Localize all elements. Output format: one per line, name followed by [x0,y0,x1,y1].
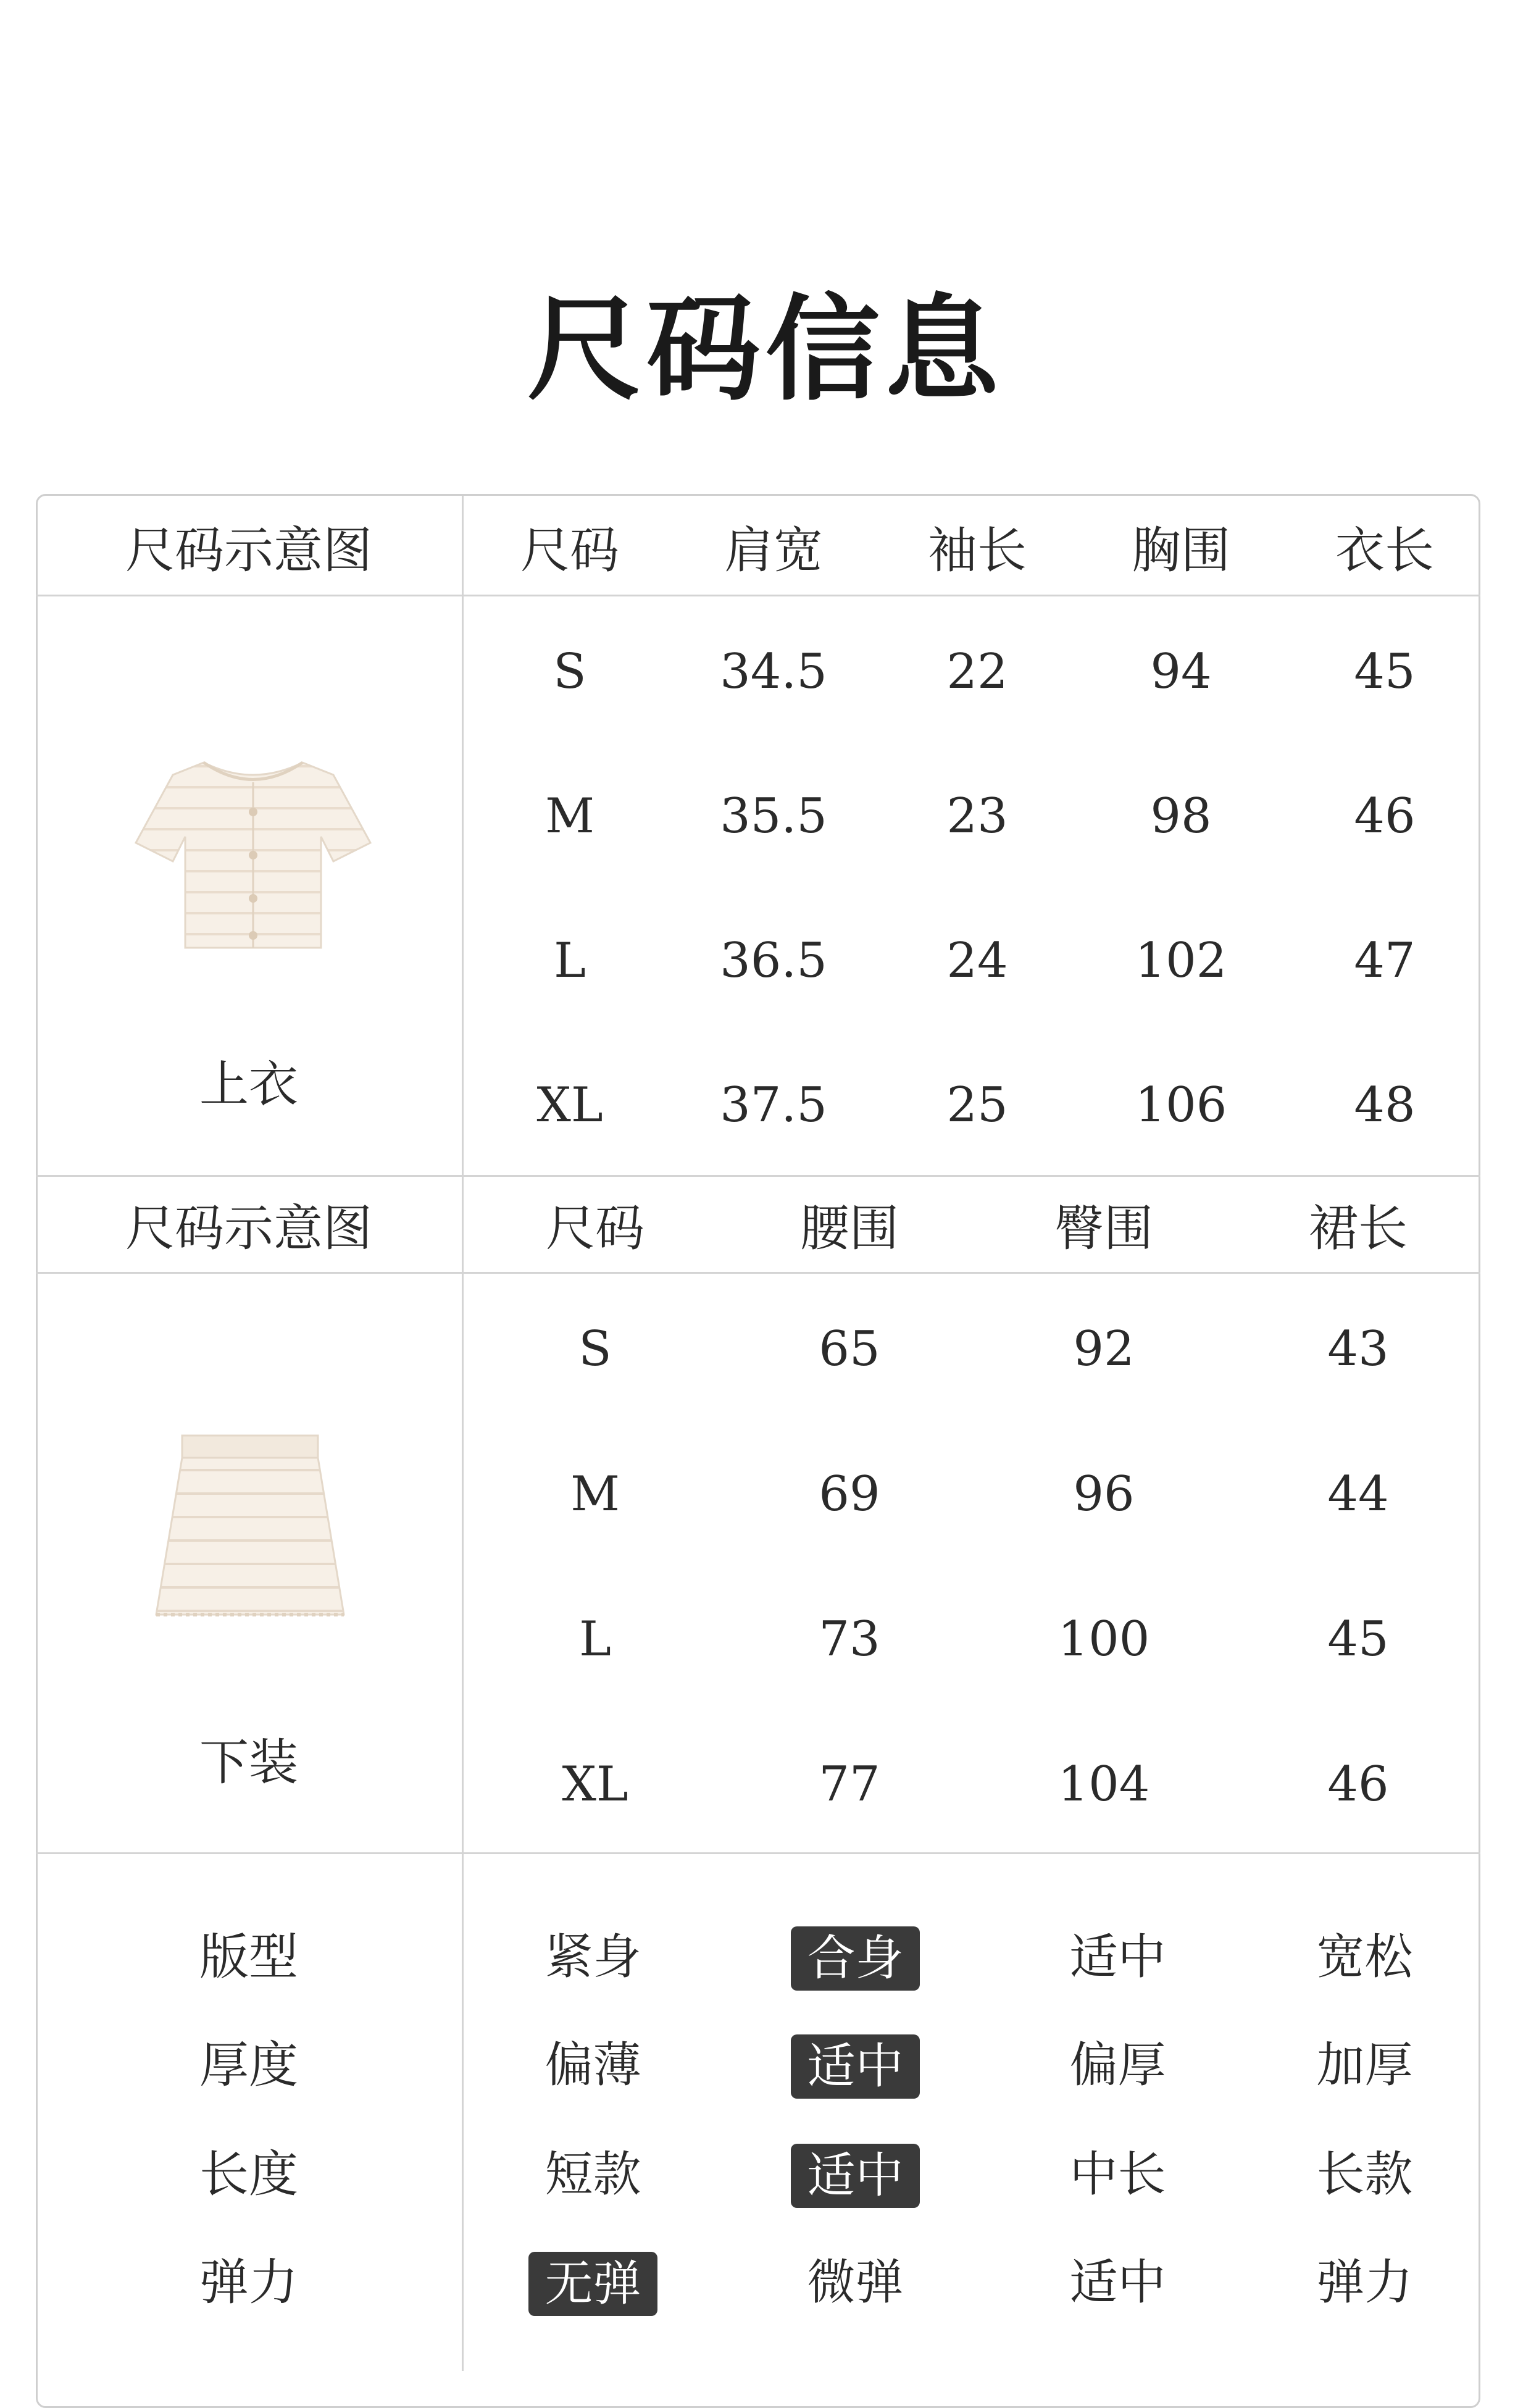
column-header-hip: 臀围 [1054,1200,1153,1257]
column-header-skirt-length: 裙长 [1309,1200,1408,1257]
sleeve-value: 23 [946,788,1008,844]
attribute-option: 加厚 [1316,2038,1413,2093]
waist-value: 73 [819,1612,880,1667]
hip-value: 96 [1073,1466,1135,1522]
attribute-option: 偏薄 [544,2038,641,2093]
attribute-option: 中长 [1069,2147,1166,2202]
divider [36,1272,1480,1274]
attribute-option: 微弹 [807,2255,904,2310]
bust-value: 98 [1150,788,1212,844]
shoulder-value: 35.5 [720,788,827,844]
size-value: XL [536,1077,603,1133]
sleeve-value: 25 [946,1077,1008,1133]
size-value: M [570,1466,620,1522]
attribute-option: 偏厚 [1069,2038,1166,2093]
bust-value: 106 [1135,1077,1227,1133]
sleeve-value: 22 [946,644,1008,700]
attribute-option: 长款 [1316,2147,1413,2202]
skirt-length-value: 46 [1327,1757,1389,1812]
divider [36,1175,1480,1177]
attribute-option: 适中 [1069,1929,1166,1985]
sleeve-value: 24 [946,933,1008,989]
waist-value: 69 [819,1466,880,1522]
length-value: 46 [1354,788,1416,844]
column-header-size: 尺码 [520,522,619,579]
page-title: 尺码信息 [527,282,1004,416]
attribute-option: 适中 [1069,2255,1166,2310]
skirt-length-value: 43 [1327,1321,1389,1377]
size-value: L [579,1612,611,1667]
divider [462,496,464,1852]
size-diagram-header: 尺码示意图 [125,522,372,579]
attribute-option: 宽松 [1316,1929,1413,1985]
column-header-length: 衣长 [1335,522,1434,579]
top-item-label: 上衣 [199,1056,298,1113]
shoulder-value: 37.5 [720,1077,827,1133]
attribute-option-selected: 适中 [724,2144,987,2205]
column-header-waist: 腰围 [800,1200,899,1257]
top-garment-image [130,750,377,960]
attribute-option-selected: 适中 [724,2034,987,2096]
size-value: S [553,644,586,700]
attribute-option-selected: 无弹 [462,2252,724,2314]
skirt-length-value: 44 [1327,1466,1389,1522]
attribute-name: 版型 [199,1928,298,1986]
bust-value: 94 [1150,644,1212,700]
length-value: 45 [1354,644,1416,700]
column-header-sleeve: 袖长 [928,522,1027,579]
size-value: XL [562,1757,628,1812]
shoulder-value: 34.5 [720,644,827,700]
skirt-length-value: 45 [1327,1612,1389,1667]
attribute-name: 长度 [199,2146,298,2203]
divider [36,595,1480,596]
attribute-option: 弹力 [1316,2255,1413,2310]
length-value: 48 [1354,1077,1416,1133]
attribute-option: 紧身 [544,1929,641,1985]
size-value: S [578,1321,612,1377]
column-header-bust: 胸围 [1132,522,1230,579]
skirt-garment-image [145,1429,355,1627]
size-diagram-header: 尺码示意图 [125,1200,372,1257]
attribute-option-selected: 合身 [724,1926,987,1988]
column-header-size: 尺码 [546,1200,645,1257]
size-value: M [545,788,594,844]
length-value: 47 [1354,933,1416,989]
attribute-name: 厚度 [199,2036,298,2094]
bust-value: 102 [1135,933,1227,989]
column-header-shoulder: 肩宽 [724,522,823,579]
hip-value: 104 [1058,1757,1150,1812]
attribute-option: 短款 [544,2147,641,2202]
shoulder-value: 36.5 [720,933,827,989]
waist-value: 65 [819,1321,880,1377]
attribute-name: 弹力 [199,2254,298,2311]
divider [36,1852,1480,1854]
size-value: L [554,933,586,989]
bottom-item-label: 下装 [199,1734,298,1791]
hip-value: 100 [1058,1612,1150,1667]
hip-value: 92 [1073,1321,1135,1377]
waist-value: 77 [819,1757,880,1812]
